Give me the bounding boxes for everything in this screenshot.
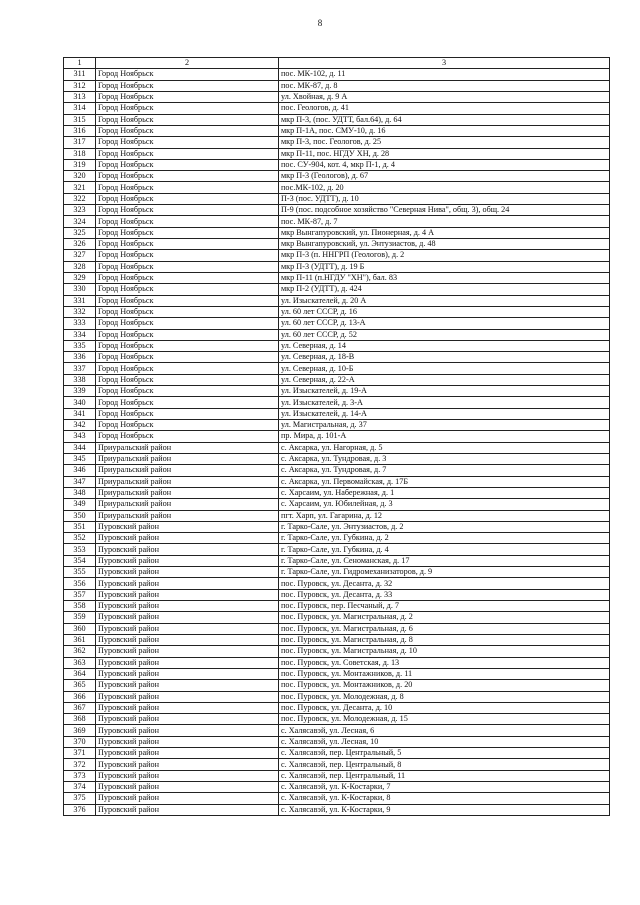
row-number-cell: 357 <box>64 589 96 600</box>
address-cell: с. Аксарка, ул. Первомайская, д. 17Б <box>279 476 610 487</box>
address-cell: пос. Пуровск, ул. Молодежная, д. 15 <box>279 714 610 725</box>
municipality-cell: Город Ноябрьск <box>96 216 279 227</box>
row-number-cell: 367 <box>64 702 96 713</box>
row-number-cell: 334 <box>64 329 96 340</box>
row-number-cell: 313 <box>64 91 96 102</box>
row-number-cell: 344 <box>64 442 96 453</box>
table-row <box>64 623 610 634</box>
row-number-cell: 369 <box>64 725 96 736</box>
municipality-cell: Город Ноябрьск <box>96 272 279 283</box>
table-row <box>64 374 610 385</box>
municipality-cell: Пуровский район <box>96 555 279 566</box>
table-row <box>64 431 610 442</box>
row-number-cell: 312 <box>64 80 96 91</box>
municipality-cell: Город Ноябрьск <box>96 363 279 374</box>
address-cell: пос. Пуровск, ул. Десанта, д. 32 <box>279 578 610 589</box>
address-cell: г. Тарко-Сале, ул. Губкина, д. 2 <box>279 533 610 544</box>
row-number-cell: 361 <box>64 634 96 645</box>
address-cell: с. Халясавэй, пер. Центральный, 8 <box>279 759 610 770</box>
table-row <box>64 736 610 747</box>
column-header-municipality: 2 <box>96 58 279 69</box>
municipality-cell: Пуровский район <box>96 578 279 589</box>
row-number-cell: 365 <box>64 680 96 691</box>
municipality-cell: Пуровский район <box>96 533 279 544</box>
row-number-cell: 331 <box>64 295 96 306</box>
address-cell: с. Харсаим, ул. Набережная, д. 1 <box>279 487 610 498</box>
address-cell: пр. Мира, д. 101-А <box>279 431 610 442</box>
table-row <box>64 80 610 91</box>
row-number-cell: 340 <box>64 397 96 408</box>
row-number-cell: 311 <box>64 69 96 80</box>
municipality-cell: Город Ноябрьск <box>96 91 279 102</box>
table-header-row <box>64 58 610 69</box>
address-cell: с. Халясавэй, пер. Центральный, 5 <box>279 748 610 759</box>
address-cell: пос. Пуровск, ул. Магистральная, д. 6 <box>279 623 610 634</box>
row-number-cell: 321 <box>64 182 96 193</box>
municipality-cell: Пуровский район <box>96 714 279 725</box>
row-number-cell: 330 <box>64 284 96 295</box>
table-row <box>64 770 610 781</box>
table-row <box>64 137 610 148</box>
municipality-cell: Город Ноябрьск <box>96 431 279 442</box>
table-row <box>64 239 610 250</box>
table-row <box>64 782 610 793</box>
address-cell: ул. Изыскателей, д. 19-А <box>279 386 610 397</box>
table-row <box>64 420 610 431</box>
municipality-cell: Пуровский район <box>96 589 279 600</box>
table-row <box>64 114 610 125</box>
table-row <box>64 646 610 657</box>
municipality-cell: Город Ноябрьск <box>96 374 279 385</box>
row-number-cell: 323 <box>64 205 96 216</box>
row-number-cell: 376 <box>64 804 96 815</box>
municipality-cell: Город Ноябрьск <box>96 171 279 182</box>
row-number-cell: 345 <box>64 453 96 464</box>
address-cell: мкр П-3, пос. Геологов, д. 25 <box>279 137 610 148</box>
table-row <box>64 261 610 272</box>
municipality-cell: Город Ноябрьск <box>96 80 279 91</box>
municipality-cell: Приуральский район <box>96 487 279 498</box>
address-cell: мкр Вынгапуровский, ул. Энтузиастов, д. 48 <box>279 239 610 250</box>
row-number-cell: 360 <box>64 623 96 634</box>
table-row <box>64 193 610 204</box>
address-cell: мкр Вынгапуровский, ул. Пионерная, д. 4 А <box>279 227 610 238</box>
row-number-cell: 368 <box>64 714 96 725</box>
table-row <box>64 69 610 80</box>
row-number-cell: 353 <box>64 544 96 555</box>
row-number-cell: 349 <box>64 499 96 510</box>
address-cell: ул. 60 лет СССР, д. 16 <box>279 306 610 317</box>
address-cell: пос. Пуровск, ул. Советская, д. 13 <box>279 657 610 668</box>
address-cell: мкр П-3 (п. ННГРП (Геологов), д. 2 <box>279 250 610 261</box>
row-number-cell: 327 <box>64 250 96 261</box>
address-cell: с. Аксарка, ул. Нагорная, д. 5 <box>279 442 610 453</box>
table-row <box>64 612 610 623</box>
row-number-cell: 356 <box>64 578 96 589</box>
row-number-cell: 339 <box>64 386 96 397</box>
address-cell: с. Халясавэй, ул. Лесная, 10 <box>279 736 610 747</box>
municipality-cell: Пуровский район <box>96 623 279 634</box>
table-row <box>64 182 610 193</box>
municipality-cell: Пуровский район <box>96 782 279 793</box>
row-number-cell: 318 <box>64 148 96 159</box>
municipality-cell: Пуровский район <box>96 544 279 555</box>
table-row <box>64 691 610 702</box>
row-number-cell: 317 <box>64 137 96 148</box>
municipality-cell: Город Ноябрьск <box>96 227 279 238</box>
address-cell: пос. Пуровск, ул. Магистральная, д. 2 <box>279 612 610 623</box>
municipality-cell: Пуровский район <box>96 725 279 736</box>
municipality-cell: Пуровский район <box>96 521 279 532</box>
row-number-cell: 335 <box>64 340 96 351</box>
table-row <box>64 555 610 566</box>
table-row <box>64 533 610 544</box>
row-number-cell: 336 <box>64 352 96 363</box>
address-cell: пос. Пуровск, ул. Монтажников, д. 11 <box>279 668 610 679</box>
table-row <box>64 386 610 397</box>
table-row <box>64 103 610 114</box>
row-number-cell: 350 <box>64 510 96 521</box>
address-registry-table <box>63 57 610 816</box>
row-number-cell: 348 <box>64 487 96 498</box>
table-row <box>64 125 610 136</box>
municipality-cell: Город Ноябрьск <box>96 250 279 261</box>
municipality-cell: Город Ноябрьск <box>96 261 279 272</box>
row-number-cell: 374 <box>64 782 96 793</box>
municipality-cell: Город Ноябрьск <box>96 295 279 306</box>
municipality-cell: Пуровский район <box>96 748 279 759</box>
row-number-cell: 320 <box>64 171 96 182</box>
address-cell: пгт. Харп, ул. Гагарина, д. 12 <box>279 510 610 521</box>
address-cell: мкр П-11, пос. НГДУ ХН, д. 28 <box>279 148 610 159</box>
table-row <box>64 714 610 725</box>
address-cell: пос. Пуровск, ул. Монтажников, д. 20 <box>279 680 610 691</box>
table-row <box>64 306 610 317</box>
municipality-cell: Город Ноябрьск <box>96 137 279 148</box>
address-cell: ул. Изыскателей, д. 14-А <box>279 408 610 419</box>
address-cell: пос. Пуровск, пер. Песчаный, д. 7 <box>279 601 610 612</box>
municipality-cell: Пуровский район <box>96 601 279 612</box>
table-row <box>64 578 610 589</box>
municipality-cell: Пуровский район <box>96 702 279 713</box>
table-row <box>64 680 610 691</box>
municipality-cell: Город Ноябрьск <box>96 114 279 125</box>
address-cell: мкр П-3 (Геологов), д. 67 <box>279 171 610 182</box>
address-cell: с. Харсаим, ул. Юбилейная, д. 3 <box>279 499 610 510</box>
municipality-cell: Город Ноябрьск <box>96 329 279 340</box>
table-row <box>64 793 610 804</box>
table-row <box>64 216 610 227</box>
address-cell: пос. Пуровск, ул. Десанта, д. 33 <box>279 589 610 600</box>
address-cell: пос. МК-102, д. 11 <box>279 69 610 80</box>
table-row <box>64 544 610 555</box>
address-cell: г. Тарко-Сале, ул. Гидромеханизаторов, д. 9 <box>279 567 610 578</box>
row-number-cell: 319 <box>64 159 96 170</box>
address-cell: мкр П-1А, пос. СМУ-10, д. 16 <box>279 125 610 136</box>
address-cell: ул. Изыскателей, д. 20 А <box>279 295 610 306</box>
table-row <box>64 521 610 532</box>
municipality-cell: Город Ноябрьск <box>96 148 279 159</box>
row-number-cell: 326 <box>64 239 96 250</box>
address-cell: ул. 60 лет СССР, д. 13-А <box>279 318 610 329</box>
column-header-number: 1 <box>64 58 96 69</box>
table-row <box>64 748 610 759</box>
municipality-cell: Город Ноябрьск <box>96 306 279 317</box>
row-number-cell: 347 <box>64 476 96 487</box>
municipality-cell: Город Ноябрьск <box>96 397 279 408</box>
row-number-cell: 343 <box>64 431 96 442</box>
municipality-cell: Город Ноябрьск <box>96 103 279 114</box>
municipality-cell: Приуральский район <box>96 476 279 487</box>
address-cell: пос. Геологов, д. 41 <box>279 103 610 114</box>
table-row <box>64 487 610 498</box>
page-number: 8 <box>317 18 323 28</box>
row-number-cell: 328 <box>64 261 96 272</box>
address-cell: пос. Пуровск, ул. Магистральная, д. 10 <box>279 646 610 657</box>
table-row <box>64 476 610 487</box>
municipality-cell: Пуровский район <box>96 567 279 578</box>
municipality-cell: Приуральский район <box>96 499 279 510</box>
row-number-cell: 341 <box>64 408 96 419</box>
table-row <box>64 453 610 464</box>
municipality-cell: Город Ноябрьск <box>96 352 279 363</box>
municipality-cell: Город Ноябрьск <box>96 386 279 397</box>
row-number-cell: 359 <box>64 612 96 623</box>
address-cell: ул. Хвойная, д. 9 А <box>279 91 610 102</box>
row-number-cell: 366 <box>64 691 96 702</box>
table-row <box>64 442 610 453</box>
row-number-cell: 329 <box>64 272 96 283</box>
address-cell: ул. 60 лет СССР, д. 52 <box>279 329 610 340</box>
address-cell: пос. Пуровск, ул. Молодежная, д. 8 <box>279 691 610 702</box>
address-cell: мкр П-3, (пос. УДТТ, бал.64), д. 64 <box>279 114 610 125</box>
municipality-cell: Пуровский район <box>96 680 279 691</box>
municipality-cell: Пуровский район <box>96 770 279 781</box>
table-row <box>64 91 610 102</box>
row-number-cell: 358 <box>64 601 96 612</box>
row-number-cell: 363 <box>64 657 96 668</box>
address-cell: с. Аксарка, ул. Тундровая, д. 7 <box>279 465 610 476</box>
table-row <box>64 725 610 736</box>
address-cell: с. Халясавэй, ул. К-Костарки, 8 <box>279 793 610 804</box>
municipality-cell: Город Ноябрьск <box>96 408 279 419</box>
table-row <box>64 634 610 645</box>
address-cell: П-9 (пос. подсобное хозяйство "Северная Нива", общ. 3), общ. 24 <box>279 205 610 216</box>
municipality-cell: Город Ноябрьск <box>96 69 279 80</box>
address-cell: ул. Северная, д. 18-В <box>279 352 610 363</box>
row-number-cell: 324 <box>64 216 96 227</box>
table-row <box>64 567 610 578</box>
municipality-cell: Город Ноябрьск <box>96 340 279 351</box>
row-number-cell: 373 <box>64 770 96 781</box>
table-row <box>64 397 610 408</box>
municipality-cell: Город Ноябрьск <box>96 125 279 136</box>
row-number-cell: 364 <box>64 668 96 679</box>
row-number-cell: 351 <box>64 521 96 532</box>
row-number-cell: 316 <box>64 125 96 136</box>
address-cell: г. Тарко-Сале, ул. Губкина, д. 4 <box>279 544 610 555</box>
municipality-cell: Пуровский район <box>96 759 279 770</box>
municipality-cell: Пуровский район <box>96 691 279 702</box>
table-row <box>64 408 610 419</box>
municipality-cell: Пуровский район <box>96 736 279 747</box>
table-row <box>64 657 610 668</box>
address-cell: П-3 (пос. УДТТ), д. 10 <box>279 193 610 204</box>
address-cell: г. Тарко-Сале, ул. Энтузиастов, д. 2 <box>279 521 610 532</box>
address-cell: ул. Северная, д. 10-Б <box>279 363 610 374</box>
address-cell: мкр П-2 (УДТТ), д. 424 <box>279 284 610 295</box>
address-cell: пос. МК-87, д. 7 <box>279 216 610 227</box>
table-row <box>64 363 610 374</box>
row-number-cell: 372 <box>64 759 96 770</box>
row-number-cell: 346 <box>64 465 96 476</box>
address-cell: ул. Северная, д. 14 <box>279 340 610 351</box>
municipality-cell: Пуровский район <box>96 646 279 657</box>
table-row <box>64 340 610 351</box>
row-number-cell: 354 <box>64 555 96 566</box>
row-number-cell: 338 <box>64 374 96 385</box>
municipality-cell: Город Ноябрьск <box>96 193 279 204</box>
address-cell: с. Халясавэй, ул. Лесная, 6 <box>279 725 610 736</box>
address-cell: пос.МК-102, д. 20 <box>279 182 610 193</box>
address-cell: пос. МК-87, д. 8 <box>279 80 610 91</box>
table-row <box>64 205 610 216</box>
municipality-cell: Приуральский район <box>96 453 279 464</box>
municipality-cell: Приуральский район <box>96 465 279 476</box>
row-number-cell: 370 <box>64 736 96 747</box>
address-cell: пос. Пуровск, ул. Десанта, д. 10 <box>279 702 610 713</box>
municipality-cell: Город Ноябрьск <box>96 420 279 431</box>
table-row <box>64 171 610 182</box>
row-number-cell: 375 <box>64 793 96 804</box>
row-number-cell: 333 <box>64 318 96 329</box>
address-cell: пос. СУ-904, кот. 4, мкр П-1, д. 4 <box>279 159 610 170</box>
address-cell: с. Халясавэй, пер. Центральный, 11 <box>279 770 610 781</box>
table-row <box>64 601 610 612</box>
table-row <box>64 352 610 363</box>
municipality-cell: Пуровский район <box>96 657 279 668</box>
address-cell: с. Аксарка, ул. Тундровая, д. 3 <box>279 453 610 464</box>
row-number-cell: 371 <box>64 748 96 759</box>
table-row <box>64 329 610 340</box>
table-row <box>64 284 610 295</box>
row-number-cell: 322 <box>64 193 96 204</box>
row-number-cell: 332 <box>64 306 96 317</box>
table-row <box>64 295 610 306</box>
municipality-cell: Город Ноябрьск <box>96 159 279 170</box>
table-body <box>64 58 610 816</box>
row-number-cell: 325 <box>64 227 96 238</box>
table-row <box>64 804 610 815</box>
row-number-cell: 315 <box>64 114 96 125</box>
table-row <box>64 589 610 600</box>
municipality-cell: Пуровский район <box>96 668 279 679</box>
municipality-cell: Пуровский район <box>96 793 279 804</box>
table-row <box>64 510 610 521</box>
row-number-cell: 355 <box>64 567 96 578</box>
table-row <box>64 272 610 283</box>
address-cell: г. Тарко-Сале, ул. Сеноманская, д. 17 <box>279 555 610 566</box>
municipality-cell: Пуровский район <box>96 804 279 815</box>
address-cell: с. Халясавэй, ул. К-Костарки, 9 <box>279 804 610 815</box>
address-cell: ул. Северная, д. 22-А <box>279 374 610 385</box>
municipality-cell: Город Ноябрьск <box>96 318 279 329</box>
municipality-cell: Приуральский район <box>96 510 279 521</box>
address-cell: с. Халясавэй, ул. К-Костарки, 7 <box>279 782 610 793</box>
address-cell: пос. Пуровск, ул. Магистральная, д. 8 <box>279 634 610 645</box>
table-row <box>64 499 610 510</box>
municipality-cell: Пуровский район <box>96 634 279 645</box>
municipality-cell: Город Ноябрьск <box>96 182 279 193</box>
table-row <box>64 250 610 261</box>
address-cell: ул. Магистральная, д. 37 <box>279 420 610 431</box>
table-row <box>64 148 610 159</box>
municipality-cell: Город Ноябрьск <box>96 205 279 216</box>
address-cell: ул. Изыскателей, д. 3-А <box>279 397 610 408</box>
table-row <box>64 465 610 476</box>
municipality-cell: Город Ноябрьск <box>96 239 279 250</box>
table-row <box>64 318 610 329</box>
row-number-cell: 314 <box>64 103 96 114</box>
table-row <box>64 702 610 713</box>
row-number-cell: 337 <box>64 363 96 374</box>
municipality-cell: Город Ноябрьск <box>96 284 279 295</box>
address-cell: мкр П-11 (п.НГДУ "ХН"), бал. 83 <box>279 272 610 283</box>
column-header-address: 3 <box>279 58 610 69</box>
address-cell: мкр П-3 (УДТТ), д. 19 Б <box>279 261 610 272</box>
table-row <box>64 759 610 770</box>
table-row <box>64 227 610 238</box>
municipality-cell: Пуровский район <box>96 612 279 623</box>
row-number-cell: 362 <box>64 646 96 657</box>
row-number-cell: 342 <box>64 420 96 431</box>
table-row <box>64 668 610 679</box>
municipality-cell: Приуральский район <box>96 442 279 453</box>
table-row <box>64 159 610 170</box>
row-number-cell: 352 <box>64 533 96 544</box>
